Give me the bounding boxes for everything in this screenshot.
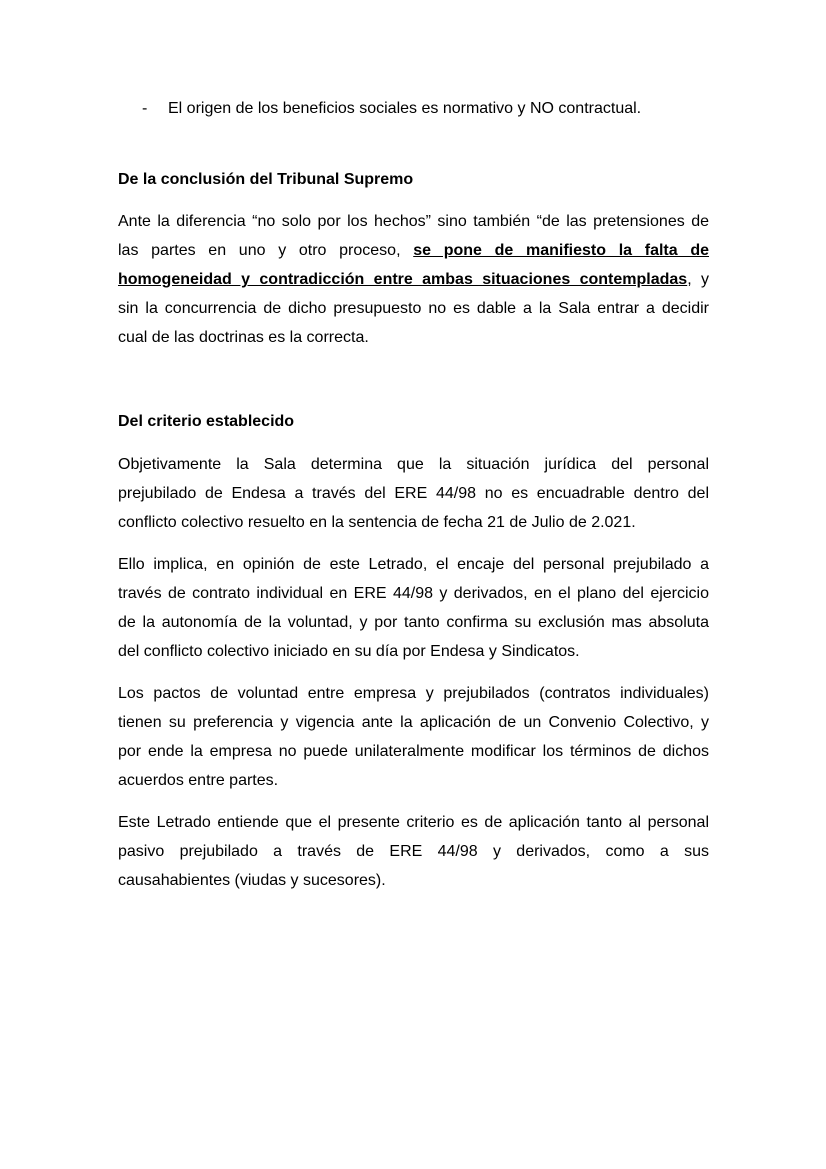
emphasized-text: homogeneidad y contradicción entre ambas situaciones contempladas — [118, 271, 688, 288]
paragraph-line: cual de las doctrinas es la correcta. — [118, 329, 369, 346]
paragraph-line — [118, 236, 709, 265]
paragraph-line: del conflicto colectivo iniciado en su día por Endesa y Sindicatos. — [118, 643, 580, 660]
paragraph-line: tienen su preferencia y vigencia ante la aplicación de un Convenio Colectivo, y — [118, 714, 709, 731]
paragraph-text: , y — [687, 271, 709, 288]
paragraph-line: prejubilado de Endesa a través del ERE 44/98 no es encuadrable dentro del — [118, 485, 709, 502]
paragraph-line: acuerdos entre partes. — [118, 772, 279, 789]
paragraph-line: de la autonomía de la voluntad, y por tanto confirma su exclusión mas absoluta — [118, 614, 709, 631]
paragraph-line: Los pactos de voluntad entre empresa y prejubilados (contratos individuales) — [118, 685, 709, 702]
section-heading-criterio: Del criterio establecido — [118, 413, 295, 430]
paragraph-line: conflicto colectivo resuelto en la sentencia de fecha 21 de Julio de 2.021. — [118, 514, 636, 531]
paragraph-line: por ende la empresa no puede unilateralmente modificar los términos de dichos — [118, 743, 709, 760]
paragraph-conclusion — [118, 207, 709, 352]
paragraph-line: Ante la diferencia “no solo por los hechos” sino también “de las pretensiones de — [118, 213, 709, 230]
paragraph-line: pasivo prejubilado a través de ERE 44/98 y derivados, como a sus — [118, 843, 709, 860]
paragraph-criterio-2 — [118, 550, 709, 666]
paragraph-criterio-1 — [118, 450, 709, 537]
paragraph-criterio-3 — [118, 679, 709, 795]
bullet-dash: - — [142, 100, 148, 117]
paragraph-text: las partes en uno y otro proceso, — [118, 242, 414, 259]
paragraph-line: través de contrato individual en ERE 44/98 y derivados, en el plano del ejercicio — [118, 585, 709, 602]
paragraph-line — [118, 265, 709, 294]
emphasized-text: se pone de manifiesto la falta de — [413, 242, 710, 259]
paragraph-line: Este Letrado entiende que el presente criterio es de aplicación tanto al personal — [118, 814, 709, 831]
paragraph-line: sin la concurrencia de dicho presupuesto no es dable a la Sala entrar a decidir — [118, 300, 709, 317]
paragraph-line: Objetivamente la Sala determina que la situación jurídica del personal — [118, 456, 709, 473]
paragraph-line: causahabientes (viudas y sucesores). — [118, 872, 386, 889]
paragraph-criterio-4 — [118, 808, 709, 895]
bullet-text: El origen de los beneficios sociales es normativo y NO contractual. — [168, 100, 642, 117]
paragraph-line: Ello implica, en opinión de este Letrado, el encaje del personal prejubilado a — [118, 556, 709, 573]
section-heading-conclusion: De la conclusión del Tribunal Supremo — [118, 171, 414, 188]
